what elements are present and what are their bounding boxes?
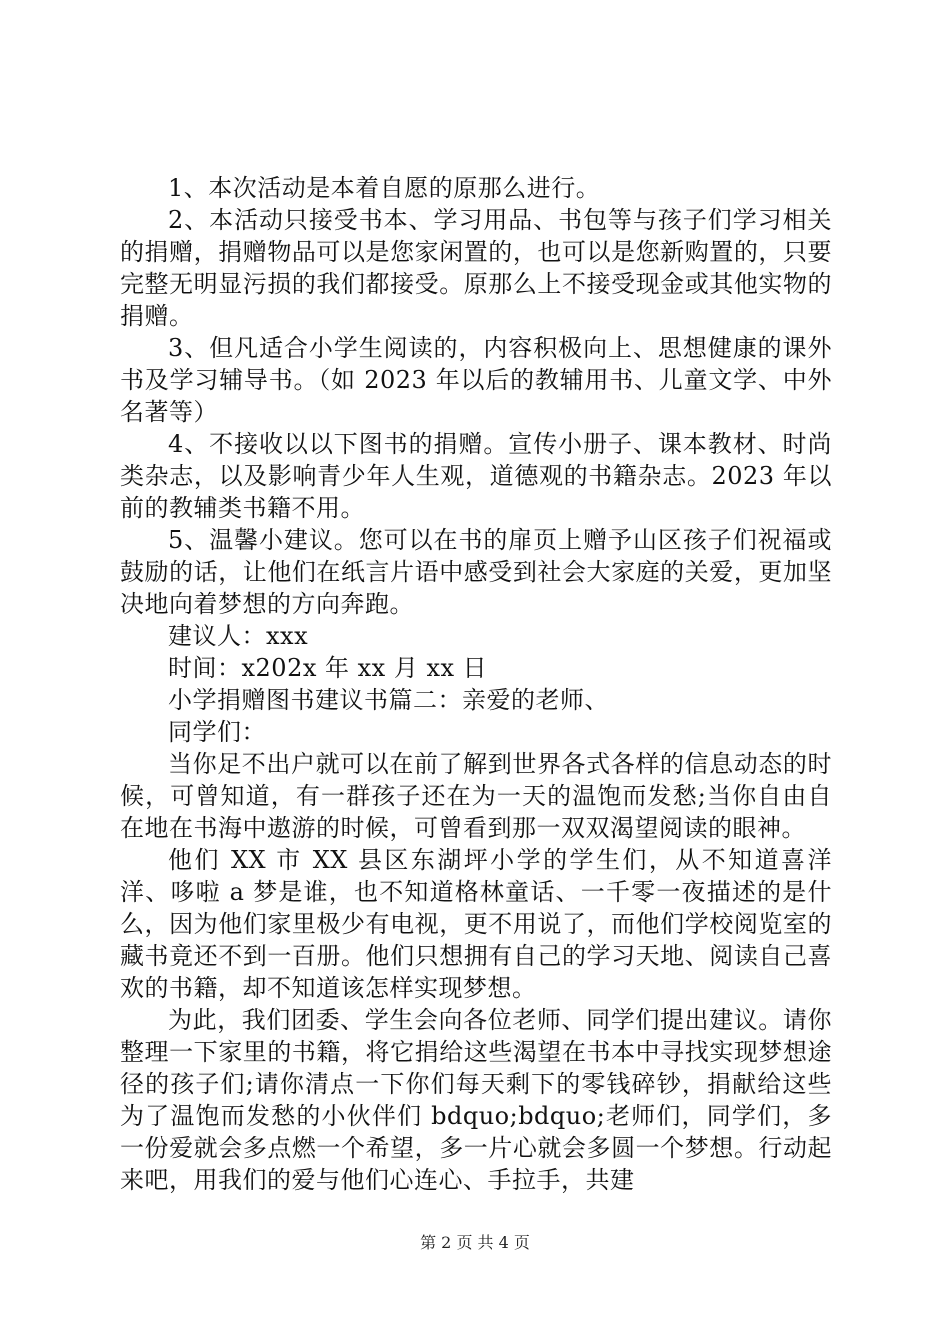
paragraph-school: 他们 XX 市 XX 县区东湖坪小学的学生们，从不知道喜洋洋、哆啦 a 梦是谁，也不知道格林童话、一千零一夜描述的是什么，因为他们家里极少有电视，更不用说了，而他们学校阅览室的藏书竟还不到一百册。他们只想拥有自己的学习天地、阅读自己喜欢的书籍，却不知道该怎样实现梦想。	[120, 846, 832, 1002]
paragraph-rule-5: 5、温馨小建议。您可以在书的扉页上赠予山区孩子们祝福或鼓励的话，让他们在纸言片语中感受到社会大家庭的关爱，更加坚决地向着梦想的方向奔跑。	[120, 526, 832, 618]
paragraph-appeal: 为此，我们团委、学生会向各位老师、同学们提出建议。请你整理一下家里的书籍，将它捐给这些渴望在书本中寻找实现梦想途径的孩子们;请你清点一下你们每天剩下的零钱碎钞，捐献给这些为了温饱而发愁的小伙伴们 bdquo;bdquo;老师们，同学们，多一份爱就会多点燃一个希望，多一片心就会多圆一个梦想。行动起来吧，用我们的爱与他们心连心、手拉手，共建	[120, 1006, 832, 1194]
paragraph-rule-3: 3、但凡适合小学生阅读的，内容积极向上、思想健康的课外书及学习辅导书。（如 2023 年以后的教辅用书、儿童文学、中外名著等）	[120, 334, 832, 426]
date-line: 时间：x202x 年 xx 月 xx 日	[168, 654, 488, 682]
paragraph-rule-2: 2、本活动只接受书本、学习用品、书包等与孩子们学习相关的捐赠，捐赠物品可以是您家闲置的，也可以是您新购置的，只要完整无明显污损的我们都接受。原那么上不接受现金或其他实物的捐赠。	[120, 206, 832, 330]
paragraph-rule-1: 1、本次活动是本着自愿的原那么进行。	[168, 174, 601, 202]
page-footer: 第 2 页 共 4 页	[420, 1233, 530, 1252]
proposer-line: 建议人：xxx	[168, 622, 309, 650]
salutation-line: 同学们：	[168, 718, 266, 746]
document-body	[120, 172, 832, 1196]
paragraph-rule-4: 4、不接收以以下图书的捐赠。宣传小册子、课本教材、时尚类杂志，以及影响青少年人生观，道德观的书籍杂志。2023 年以前的教辅类书籍不用。	[120, 430, 832, 522]
section-two-heading: 小学捐赠图书建议书篇二：亲爱的老师、	[168, 686, 609, 714]
paragraph-intro: 当你足不出户就可以在前了解到世界各式各样的信息动态的时候，可曾知道，有一群孩子还在为一天的温饱而发愁;当你自由自在地在书海中遨游的时候，可曾看到那一双双渴望阅读的眼神。	[120, 750, 832, 842]
